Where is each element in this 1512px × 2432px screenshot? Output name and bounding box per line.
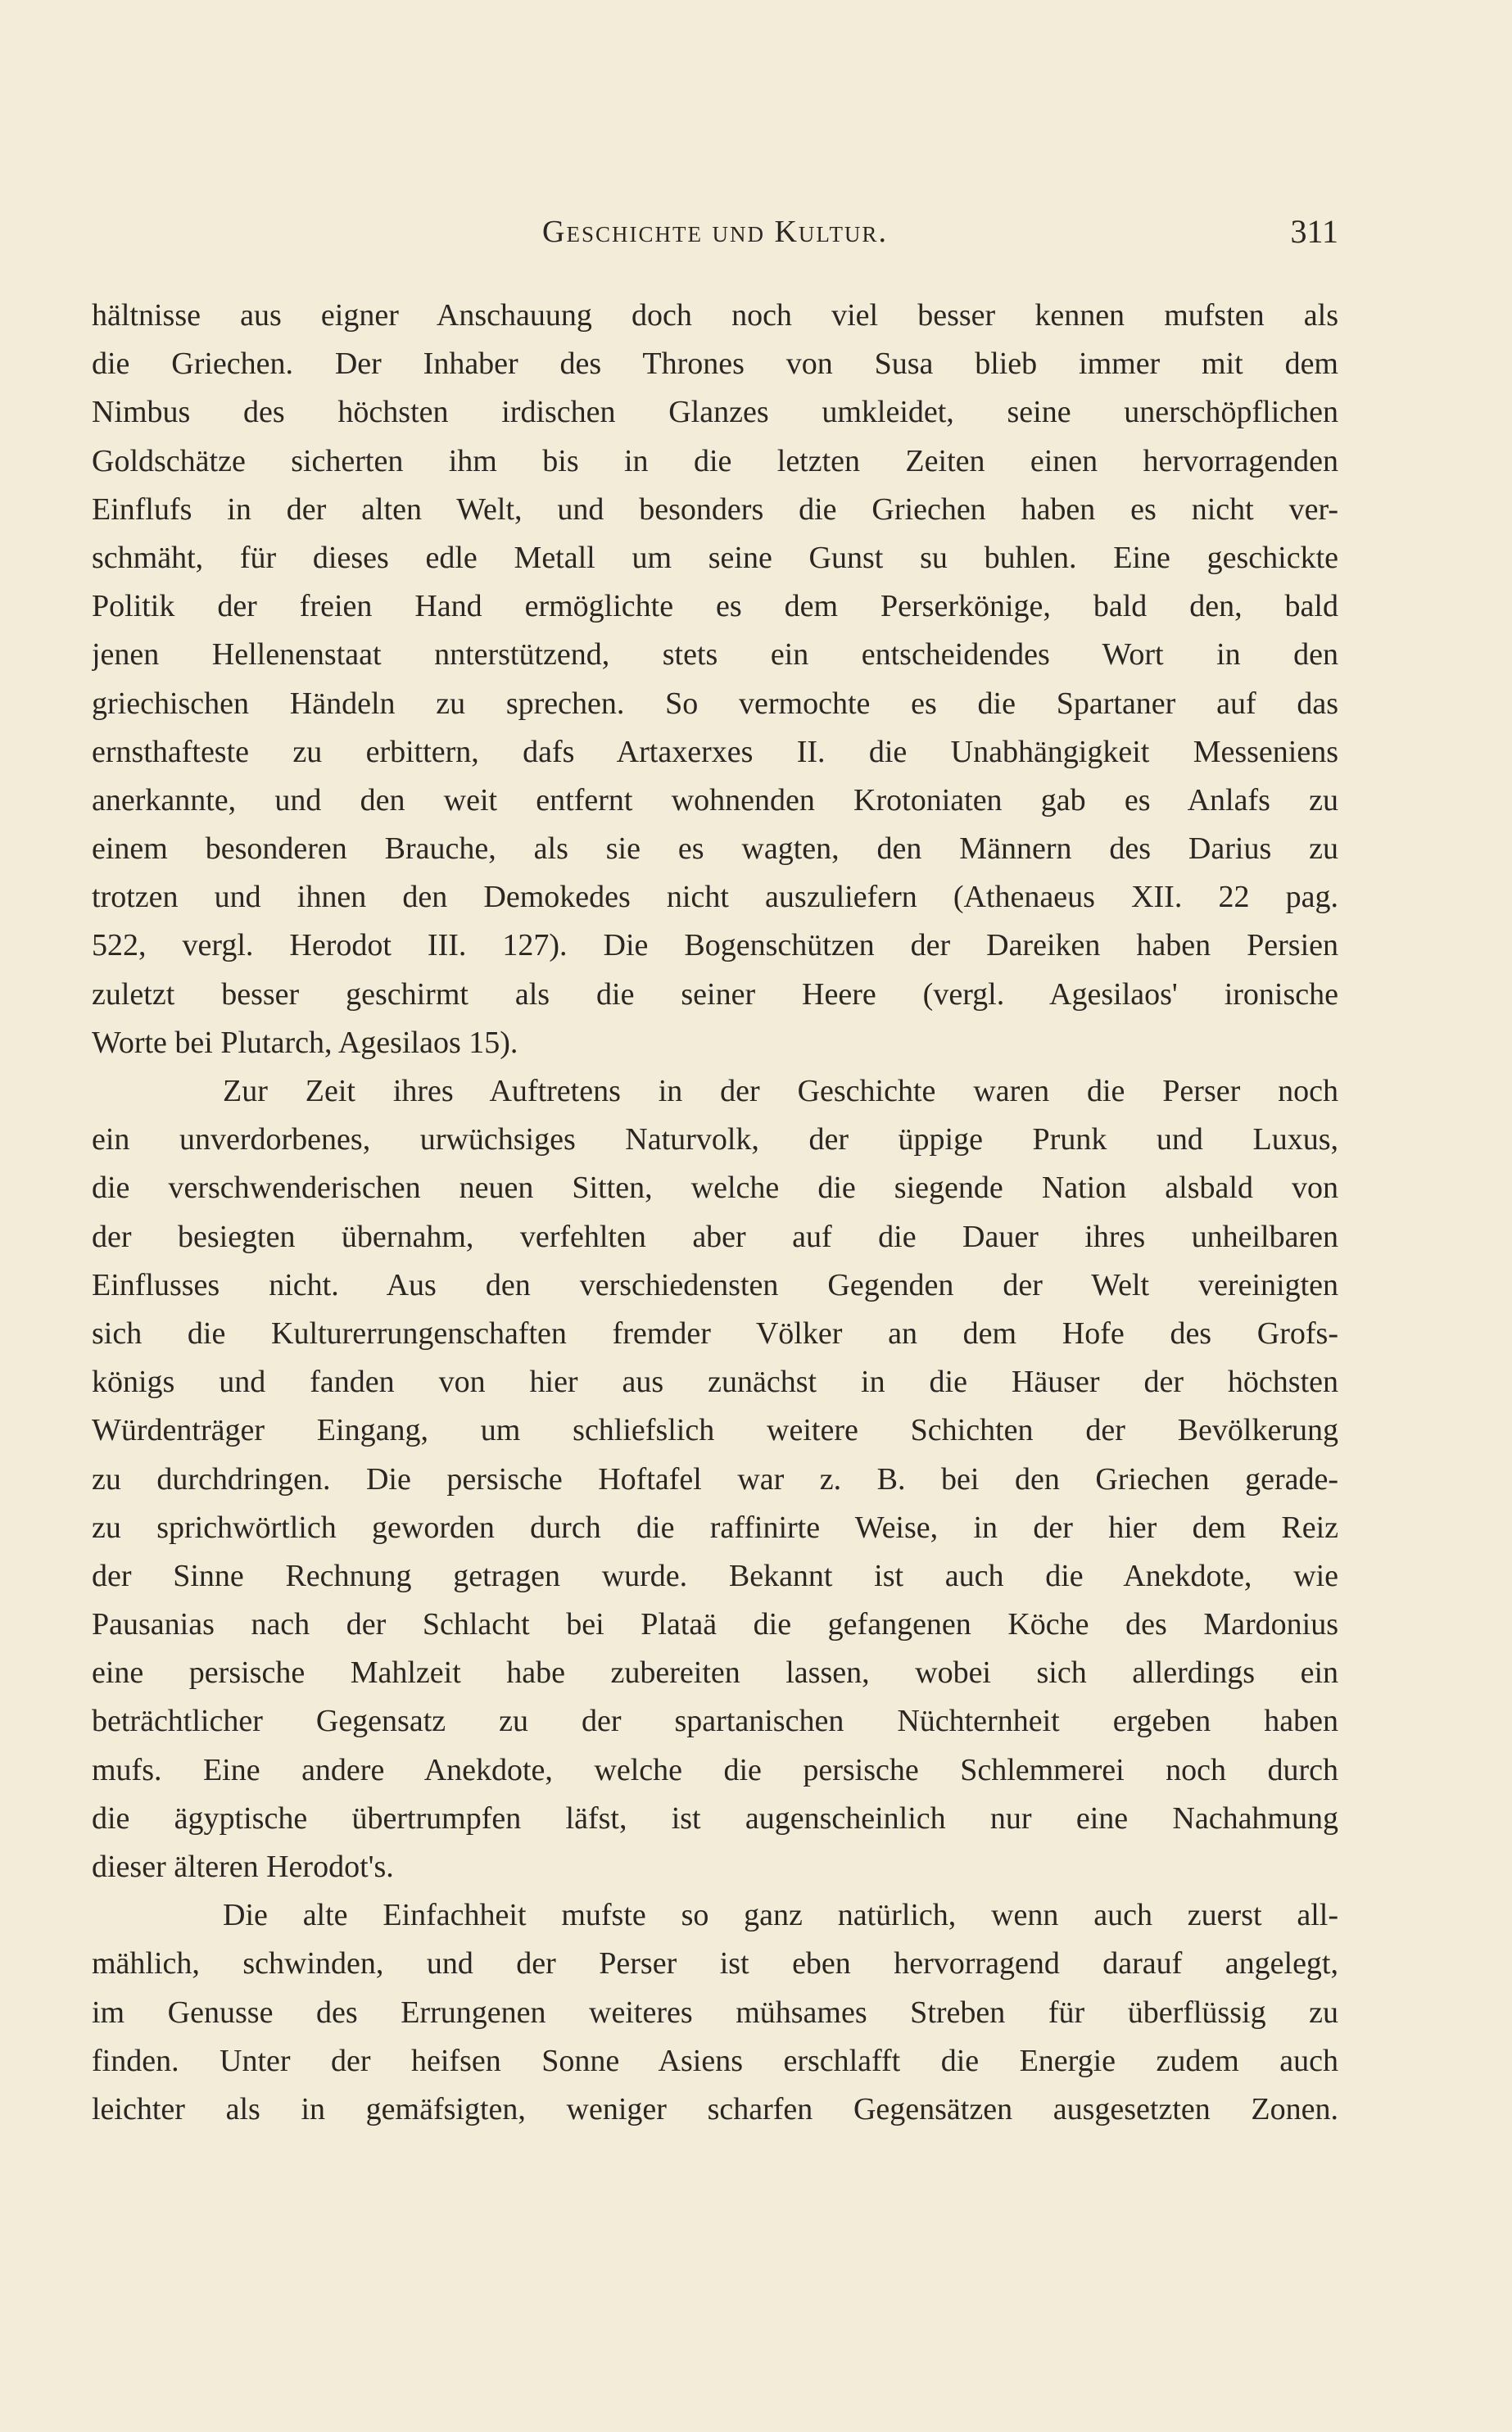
text-line: einem besonderen Brauche, als sie es wagten, den Männern des Darius zu: [92, 831, 1338, 867]
text-line: der Sinne Rechnung getragen wurde. Bekannt ist auch die Anekdote, wie: [92, 1558, 1338, 1593]
text-line: königs und fanden von hier aus zunächst in die Häuser der höchsten: [92, 1365, 1338, 1400]
text-line: Goldschätze sicherten ihm bis in die letzten Zeiten einen hervorragenden: [92, 443, 1338, 478]
text-line: ernsthafteste zu erbittern, dafs Artaxerxes II. die Unabhängigkeit Messeniens: [92, 734, 1338, 769]
page-number: 311: [1290, 213, 1338, 250]
running-title: Geschichte und Kultur.: [542, 215, 888, 249]
text-line: zuletzt besser geschirmt als die seiner Heere (vergl. Agesilaos' ironische: [92, 976, 1338, 1012]
text-line: sich die Kulturerrungenschaften fremder Völker an dem Hofe des Grofs-: [92, 1316, 1338, 1351]
text-line: mufs. Eine andere Anekdote, welche die persische Schlemmerei noch durch: [92, 1752, 1338, 1787]
text-line: jenen Hellenenstaat nnterstützend, stets ein entscheidendes Wort in den: [92, 637, 1338, 673]
text-line: zu durchdringen. Die persische Hoftafel war z. B. bei den Griechen gerade-: [92, 1461, 1338, 1497]
text-line: dieser älteren Herodot's.: [92, 1850, 394, 1884]
text-line: Politik der freien Hand ermöglichte es dem Perserkönige, bald den, bald: [92, 589, 1338, 624]
text-line: 522, vergl. Herodot III. 127). Die Bogenschützen der Dareiken haben Persien: [92, 928, 1338, 963]
body-text: [92, 292, 1338, 2134]
text-line: griechischen Händeln zu sprechen. So vermochte es die Spartaner auf das: [92, 686, 1338, 721]
text-line: Einflufs in der alten Welt, und besonders die Griechen haben es nicht ver-: [92, 491, 1338, 527]
text-line: die verschwenderischen neuen Sitten, welche die siegende Nation alsbald von: [92, 1171, 1338, 1206]
text-line: anerkannte, und den weit entfernt wohnenden Krotoniaten gab es Anlafs zu: [92, 782, 1338, 817]
text-line: trotzen und ihnen den Demokedes nicht auszuliefern (Athenaeus XII. 22 pag.: [92, 880, 1338, 915]
text-line: im Genusse des Errungenen weiteres mühsames Streben für überflüssig zu: [92, 1995, 1338, 2030]
text-line: Pausanias nach der Schlacht bei Plataä die gefangenen Köche des Mardonius: [92, 1607, 1338, 1642]
text-line-paragraph-start: Die alte Einfachheit mufste so ganz natürlich, wenn auch zuerst all-: [223, 1898, 1338, 1933]
text-line: schmäht, für dieses edle Metall um seine Gunst su buhlen. Eine geschickte: [92, 540, 1338, 575]
text-line: die Griechen. Der Inhaber des Thrones von Susa blieb immer mit dem: [92, 346, 1338, 382]
page-header: [92, 211, 1338, 252]
text-line: ein unverdorbenes, urwüchsiges Naturvolk, der üppige Prunk und Luxus,: [92, 1122, 1338, 1157]
text-line: der besiegten übernahm, verfehlten aber auf die Dauer ihres unheilbaren: [92, 1219, 1338, 1254]
text-line: Einflusses nicht. Aus den verschiedensten Gegenden der Welt vereinigten: [92, 1267, 1338, 1302]
text-line-paragraph-start: Zur Zeit ihres Auftretens in der Geschichte waren die Perser noch: [223, 1074, 1338, 1108]
text-line: eine persische Mahlzeit habe zubereiten lassen, wobei sich allerdings ein: [92, 1655, 1338, 1691]
text-line: Worte bei Plutarch, Agesilaos 15).: [92, 1025, 518, 1060]
text-line: leichter als in gemäfsigten, weniger scharfen Gegensätzen ausgesetzten Zonen.: [92, 2091, 1338, 2126]
text-line: hältnisse aus eigner Anschauung doch noch viel besser kennen mufsten als: [92, 298, 1338, 333]
text-line: zu sprichwörtlich geworden durch die raffinirte Weise, in der hier dem Reiz: [92, 1510, 1338, 1545]
text-line: mählich, schwinden, und der Perser ist eben hervorragend darauf angelegt,: [92, 1946, 1338, 1981]
text-line: finden. Unter der heifsen Sonne Asiens erschlafft die Energie zudem auch: [92, 2043, 1338, 2078]
text-line: Nimbus des höchsten irdischen Glanzes umkleidet, seine unerschöpflichen: [92, 395, 1338, 430]
text-line: beträchtlicher Gegensatz zu der spartanischen Nüchternheit ergeben haben: [92, 1704, 1338, 1739]
text-line: die ägyptische übertrumpfen läfst, ist augenscheinlich nur eine Nachahmung: [92, 1800, 1338, 1836]
text-line: Würdenträger Eingang, um schliefslich weitere Schichten der Bevölkerung: [92, 1413, 1338, 1448]
